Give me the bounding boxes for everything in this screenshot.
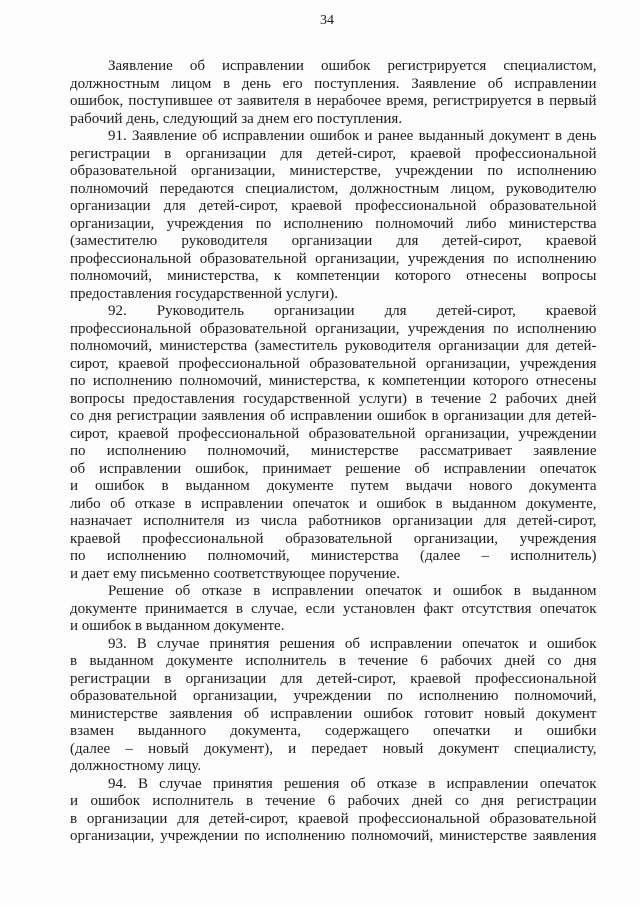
text-line: [70, 93, 597, 111]
line-text: организации для детей-сирот, краевой профессиональной образовательной: [70, 198, 597, 214]
paragraph: [70, 58, 597, 128]
text-line: [70, 461, 597, 479]
text-line: [70, 233, 597, 251]
page-number: 34: [320, 13, 334, 28]
line-text: и дает ему письменно соответствующее поручение.: [70, 565, 400, 582]
line-text: 91. Заявление об исправлении ошибок и ранее выданный документ в день: [108, 128, 597, 144]
text-line: [70, 811, 597, 829]
text-line: [70, 741, 597, 759]
line-text: организации, учреждения по исполнению полномочий либо министерства: [70, 215, 597, 232]
line-text: должностным лицом в день его поступления. Заявление об исправлении: [70, 75, 597, 92]
line-text: рабочий день, следующий за днем его поступления.: [70, 110, 403, 127]
text-line: [70, 128, 597, 146]
paragraph: [70, 128, 597, 303]
text-line: [70, 146, 597, 164]
text-line: [70, 181, 597, 199]
line-text: предоставления государственной услуги).: [70, 285, 339, 302]
line-text: краевой профессиональной образовательной организации, учреждения: [70, 530, 597, 547]
document-body: [70, 58, 597, 846]
text-line: [70, 618, 597, 636]
text-line: [70, 198, 597, 216]
paragraph: [70, 583, 597, 636]
line-text: либо об отказе в исправлении опечаток и ошибок в выданном документе,: [70, 495, 597, 512]
line-text: 92. Руководитель организации для детей-сирот, краевой: [108, 303, 597, 319]
line-text: (заместителю руководителя организации для детей-сирот, краевой: [70, 233, 597, 249]
text-line: [70, 496, 597, 514]
text-line: [70, 723, 597, 741]
text-line: [70, 58, 597, 76]
line-text: документе принимается в случае, если установлен факт отсутствия опечаток: [70, 600, 597, 617]
text-line: [70, 566, 597, 584]
line-text: и ошибок в выданном документе путем выдачи нового документа: [70, 478, 597, 494]
line-text: взамен выданного документа, содержащего опечатки и ошибки: [70, 723, 597, 739]
text-line: [70, 513, 597, 531]
line-text: Заявление об исправлении ошибок регистрируется специалистом,: [108, 58, 597, 74]
line-text: и ошибок исполнитель в течение 6 рабочих дней со дня регистрации: [70, 793, 597, 809]
line-text: министерстве заявления об исправлении ошибок готовит новый документ: [70, 705, 597, 722]
line-text: регистрации в организации для детей-сирот, краевой профессиональной: [70, 670, 597, 687]
line-text: образовательной организации, учреждении по исполнению полномочий,: [70, 688, 597, 704]
paragraph: [70, 636, 597, 776]
paragraph: [70, 303, 597, 583]
text-line: [70, 636, 597, 654]
line-text: вопросы предоставления государственной услуги) в течение 2 рабочих дней: [70, 390, 597, 407]
line-text: по исполнению полномочий, министерства (далее – исполнитель): [70, 548, 597, 564]
line-text: 94. В случае принятия решения об отказе в исправлении опечаток: [108, 775, 597, 792]
line-text: в организации для детей-сирот, краевой профессиональной образовательной: [70, 810, 597, 827]
text-line: [70, 478, 597, 496]
line-text: организации, учреждении по исполнению полномочий, министерстве заявления: [70, 828, 597, 844]
line-text: сирот, краевой профессиональной образовательной организации, учреждении: [70, 425, 597, 442]
line-text: полномочий передаются специалистом, должностным лицом, руководителю: [70, 180, 597, 197]
text-line: [70, 111, 597, 129]
text-line: [70, 776, 597, 794]
text-line: [70, 706, 597, 724]
line-text: образовательной организации, министерстве, учреждении по исполнению: [70, 163, 597, 179]
text-line: [70, 216, 597, 234]
text-line: [70, 338, 597, 356]
text-line: [70, 601, 597, 619]
line-text: в выданном документе исполнитель в течение 6 рабочих дней со дня: [70, 653, 597, 669]
line-text: сирот, краевой профессиональной образовательной организации, учреждения: [70, 355, 597, 372]
text-line: [70, 251, 597, 269]
line-text: регистрации в организации для детей-сирот, краевой профессиональной: [70, 145, 597, 162]
text-line: [70, 671, 597, 689]
paragraph: [70, 776, 597, 846]
text-line: [70, 373, 597, 391]
text-line: [70, 391, 597, 409]
text-line: [70, 303, 597, 321]
line-text: по исполнению полномочий, министерства, к компетенции которого отнесены: [70, 373, 597, 389]
line-text: и ошибок в выданном документе.: [70, 618, 285, 634]
text-line: [70, 356, 597, 374]
text-line: [70, 688, 597, 706]
text-line: [70, 531, 597, 549]
line-text: назначает исполнителя из числа работников организации для детей-сирот,: [70, 513, 597, 529]
line-text: должностному лицу.: [70, 758, 202, 774]
text-line: [70, 443, 597, 461]
text-line: [70, 321, 597, 339]
text-line: [70, 286, 597, 304]
line-text: ошибок, поступившее от заявителя в нерабочее время, регистрируется в первый: [70, 93, 597, 109]
text-line: [70, 76, 597, 94]
line-text: по исполнению полномочий, министерстве рассматривает заявление: [70, 443, 597, 459]
text-line: [70, 268, 597, 286]
line-text: (далее – новый документ), и передает новый документ специалисту,: [70, 740, 597, 757]
text-line: [70, 583, 597, 601]
text-line: [70, 163, 597, 181]
text-line: [70, 758, 597, 776]
line-text: со дня регистрации заявления об исправлении ошибок в организации для детей-: [70, 408, 597, 424]
line-text: профессиональной образовательной организации, учреждения по исполнению: [70, 250, 597, 267]
text-line: [70, 426, 597, 444]
text-line: [70, 793, 597, 811]
line-text: об исправлении ошибок, принимает решение об исправлении опечаток: [70, 460, 597, 477]
line-text: полномочий, министерства, к компетенции которого отнесены вопросы: [70, 268, 597, 284]
line-text: 93. В случае принятия решения об исправлении опечаток и ошибок: [108, 635, 597, 652]
text-line: [70, 828, 597, 846]
text-line: [70, 548, 597, 566]
text-line: [70, 408, 597, 426]
line-text: полномочий, министерства (заместитель руководителя организации для детей-: [70, 338, 597, 354]
line-text: профессиональной образовательной организации, учреждения по исполнению: [70, 320, 597, 337]
line-text: Решение об отказе в исправлении опечаток и ошибок в выданном: [108, 583, 597, 599]
text-line: [70, 653, 597, 671]
